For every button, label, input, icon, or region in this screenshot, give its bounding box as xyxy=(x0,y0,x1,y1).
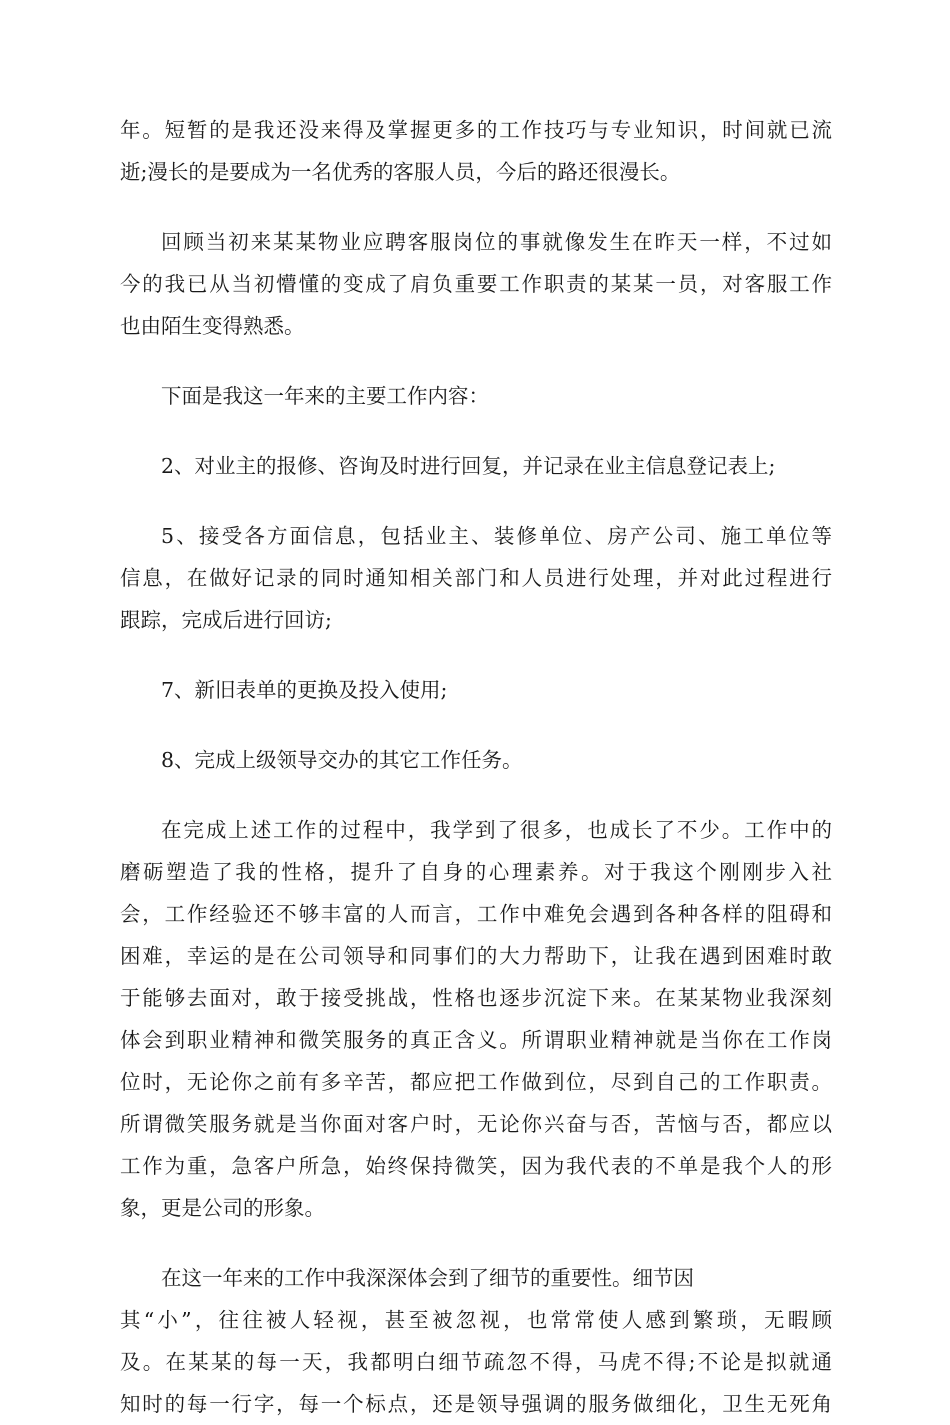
text-line: 其“小”，往往被人轻视，甚至被忽视，也常常使人感到繁琐，无暇顾 xyxy=(120,1308,832,1332)
text-line: 会，工作经验还不够丰富的人而言，工作中难免会遇到各种各样的阻碍和 xyxy=(120,902,832,926)
text-line: 工作为重，急客户所急，始终保持微笑，因为我代表的不单是我个人的形 xyxy=(120,1154,832,1178)
text-line: 象，更是公司的形象。 xyxy=(120,1196,325,1220)
text-line: 下面是我这一年来的主要工作内容： xyxy=(161,384,489,408)
list-item xyxy=(120,515,832,641)
text-line: 信息，在做好记录的同时通知相关部门和人员进行处理，并对此过程进行 xyxy=(120,566,832,590)
text-line: 5、接受各方面信息，包括业主、装修单位、房产公司、施工单位等 xyxy=(161,524,832,548)
text-line: 于能够去面对，敢于接受挑战，性格也逐步沉淀下来。在某某物业我深刻 xyxy=(120,986,832,1010)
text-line: 磨砺塑造了我的性格，提升了自身的心理素养。对于我这个刚刚步入社 xyxy=(120,860,832,884)
text-line: 位时，无论你之前有多辛苦，都应把工作做到位，尽到自己的工作职责。 xyxy=(120,1070,832,1094)
paragraph-gap xyxy=(120,641,832,669)
text-line: 年。短暂的是我还没来得及掌握更多的工作技巧与专业知识，时间就已流 xyxy=(120,118,832,142)
text-line: 7、新旧表单的更换及投入使用; xyxy=(161,678,448,702)
paragraph-gap xyxy=(120,417,832,445)
text-line: 跟踪，完成后进行回访; xyxy=(120,608,332,632)
document-body xyxy=(120,109,832,1425)
text-line: 在这一年来的工作中我深深体会到了细节的重要性。细节因 xyxy=(161,1266,694,1290)
paragraph xyxy=(120,221,832,347)
text-line: 困难，幸运的是在公司领导和同事们的大力帮助下，让我在遇到困难时敢 xyxy=(120,944,832,968)
paragraph-gap xyxy=(120,711,832,739)
text-line: 今的我已从当初懵懂的变成了肩负重要工作职责的某某一员，对客服工作 xyxy=(120,272,832,296)
paragraph-gap xyxy=(120,1229,832,1257)
text-line: 也由陌生变得熟悉。 xyxy=(120,314,305,338)
text-line: 逝;漫长的是要成为一名优秀的客服人员，今后的路还很漫长。 xyxy=(120,160,681,184)
paragraph xyxy=(120,375,832,417)
list-item xyxy=(120,739,832,781)
text-line: 所谓微笑服务就是当你面对客户时，无论你兴奋与否，苦恼与否，都应以 xyxy=(120,1112,832,1136)
text-line: 2、对业主的报修、咨询及时进行回复，并记录在业主信息登记表上; xyxy=(161,454,776,478)
paragraph-gap xyxy=(120,193,832,221)
paragraph xyxy=(120,809,832,1229)
text-line: 知时的每一行字，每一个标点，还是领导强调的服务做细化，卫生无死角 xyxy=(120,1392,832,1416)
paragraph xyxy=(120,1257,832,1425)
text-line: 8、完成上级领导交办的其它工作任务。 xyxy=(161,748,523,772)
paragraph xyxy=(120,109,832,193)
list-item xyxy=(120,669,832,711)
paragraph-gap xyxy=(120,781,832,809)
text-line: 回顾当初来某某物业应聘客服岗位的事就像发生在昨天一样，不过如 xyxy=(161,230,832,254)
text-line: 在完成上述工作的过程中，我学到了很多，也成长了不少。工作中的 xyxy=(161,818,832,842)
text-line: 体会到职业精神和微笑服务的真正含义。所谓职业精神就是当你在工作岗 xyxy=(120,1028,832,1052)
list-item xyxy=(120,445,832,487)
paragraph-gap xyxy=(120,347,832,375)
paragraph-gap xyxy=(120,487,832,515)
text-line: 及。在某某的每一天，我都明白细节疏忽不得，马虎不得;不论是拟就通 xyxy=(120,1350,832,1374)
